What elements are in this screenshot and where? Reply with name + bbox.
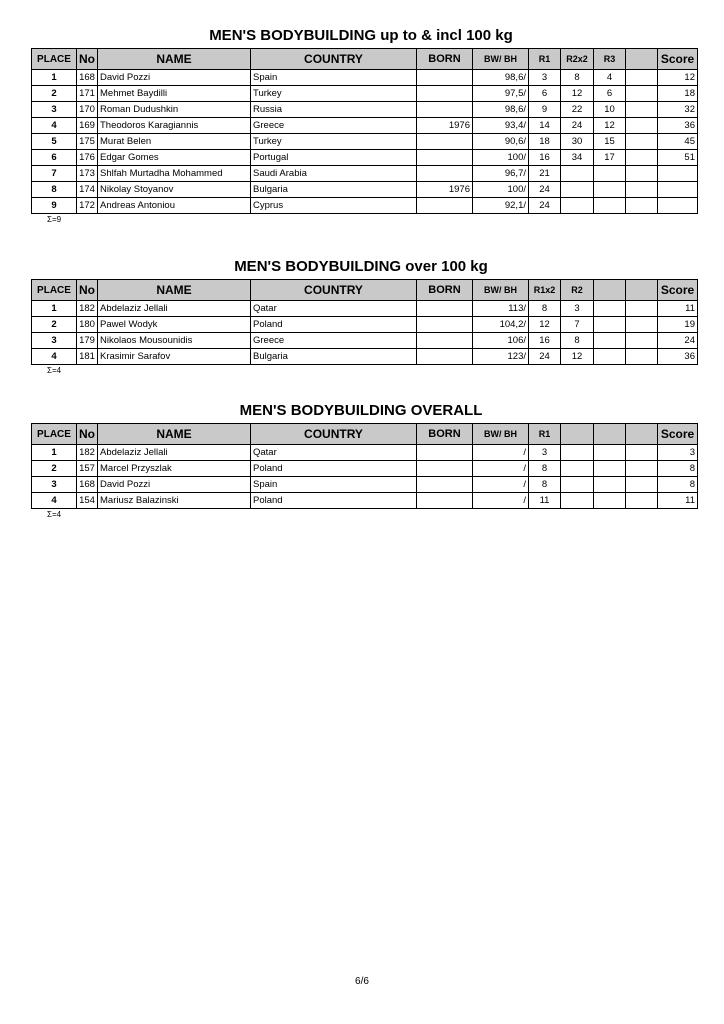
round-cell: 24 — [529, 349, 561, 365]
country-cell: Turkey — [251, 86, 417, 102]
bodyweight-header: BW/ BH — [473, 424, 529, 445]
born-cell — [417, 70, 473, 86]
name-cell: Edgar Gomes — [98, 150, 251, 166]
round-cell — [626, 493, 658, 509]
round-header: R1 — [529, 49, 561, 70]
header-row — [32, 280, 698, 301]
results-table — [31, 423, 698, 509]
country-cell: Greece — [251, 333, 417, 349]
score-cell: 12 — [658, 70, 698, 86]
round-cell: 16 — [529, 333, 561, 349]
results-table — [31, 48, 698, 214]
table-row — [32, 182, 698, 198]
header-row — [32, 49, 698, 70]
number-cell: 157 — [77, 461, 98, 477]
name-cell: David Pozzi — [98, 477, 251, 493]
place-cell: 8 — [32, 182, 77, 198]
name-header: NAME — [98, 280, 251, 301]
round-cell — [561, 461, 594, 477]
table-row — [32, 102, 698, 118]
round-cell: 30 — [561, 134, 594, 150]
name-cell: Abdelaziz Jellali — [98, 445, 251, 461]
country-cell: Cyprus — [251, 198, 417, 214]
round-cell: 15 — [594, 134, 626, 150]
born-cell — [417, 134, 473, 150]
bodyweight-cell: 93,4/ — [473, 118, 529, 134]
score-cell: 36 — [658, 118, 698, 134]
round-cell: 3 — [561, 301, 594, 317]
table-row — [32, 493, 698, 509]
place-cell: 6 — [32, 150, 77, 166]
number-cell: 169 — [77, 118, 98, 134]
score-cell: 3 — [658, 445, 698, 461]
table-row — [32, 317, 698, 333]
row-count: Σ=4 — [47, 510, 62, 519]
section-title: MEN'S BODYBUILDING up to & incl 100 kg — [209, 27, 513, 44]
country-header: COUNTRY — [251, 424, 417, 445]
bodyweight-cell: 90,6/ — [473, 134, 529, 150]
round-cell — [626, 198, 658, 214]
number-cell: 180 — [77, 317, 98, 333]
born-cell — [417, 198, 473, 214]
results-table — [31, 279, 698, 365]
row-count: Σ=4 — [47, 366, 62, 375]
name-cell: Roman Dudushkin — [98, 102, 251, 118]
score-cell — [658, 182, 698, 198]
born-cell — [417, 493, 473, 509]
place-cell: 4 — [32, 349, 77, 365]
place-cell: 5 — [32, 134, 77, 150]
place-cell: 2 — [32, 86, 77, 102]
born-cell — [417, 150, 473, 166]
round-cell: 8 — [529, 301, 561, 317]
place-cell: 7 — [32, 166, 77, 182]
round-cell: 34 — [561, 150, 594, 166]
score-header: Score — [658, 280, 698, 301]
round-cell: 8 — [529, 477, 561, 493]
round-cell: 24 — [561, 118, 594, 134]
score-cell: 24 — [658, 333, 698, 349]
round-cell: 8 — [561, 333, 594, 349]
name-cell: Mariusz Balazinski — [98, 493, 251, 509]
table-row — [32, 86, 698, 102]
name-cell: Nikolay Stoyanov — [98, 182, 251, 198]
round-cell: 16 — [529, 150, 561, 166]
table-row — [32, 445, 698, 461]
number-cell: 181 — [77, 349, 98, 365]
country-cell: Poland — [251, 493, 417, 509]
round-cell — [594, 301, 626, 317]
round-header: R1 — [529, 424, 561, 445]
bodyweight-cell: 104,2/ — [473, 317, 529, 333]
round-cell — [626, 445, 658, 461]
table-row — [32, 333, 698, 349]
place-cell: 1 — [32, 445, 77, 461]
bodyweight-header: BW/ BH — [473, 280, 529, 301]
round-header: R1x2 — [529, 280, 561, 301]
bodyweight-cell: 106/ — [473, 333, 529, 349]
bodyweight-cell: / — [473, 493, 529, 509]
round-cell: 9 — [529, 102, 561, 118]
round-cell: 6 — [529, 86, 561, 102]
section-title: MEN'S BODYBUILDING OVERALL — [239, 402, 483, 419]
round-cell — [561, 477, 594, 493]
round-header: R2x2 — [561, 49, 594, 70]
score-cell — [658, 198, 698, 214]
bodyweight-cell: 113/ — [473, 301, 529, 317]
country-header: COUNTRY — [251, 49, 417, 70]
header-row — [32, 424, 698, 445]
number-cell: 182 — [77, 445, 98, 461]
born-cell — [417, 349, 473, 365]
number-cell: 154 — [77, 493, 98, 509]
born-header: BORN — [417, 280, 473, 301]
round-cell: 6 — [594, 86, 626, 102]
page-number: 6/6 — [355, 976, 369, 987]
country-cell: Poland — [251, 317, 417, 333]
number-cell: 179 — [77, 333, 98, 349]
place-cell: 2 — [32, 317, 77, 333]
number-cell: 168 — [77, 477, 98, 493]
number-cell: 172 — [77, 198, 98, 214]
round-header: R3 — [594, 49, 626, 70]
bodyweight-cell: / — [473, 461, 529, 477]
place-header: PLACE — [32, 280, 77, 301]
round-cell — [626, 150, 658, 166]
score-cell — [658, 166, 698, 182]
number-header: No — [77, 49, 98, 70]
born-cell — [417, 301, 473, 317]
section-up-to-100kg — [31, 27, 695, 226]
round-cell — [626, 301, 658, 317]
round-cell: 4 — [594, 70, 626, 86]
number-cell: 173 — [77, 166, 98, 182]
round-cell: 8 — [529, 461, 561, 477]
round-cell — [561, 445, 594, 461]
table-row — [32, 198, 698, 214]
country-cell: Bulgaria — [251, 349, 417, 365]
born-cell — [417, 317, 473, 333]
born-cell — [417, 461, 473, 477]
number-cell: 168 — [77, 70, 98, 86]
name-cell: Nikolaos Mousounidis — [98, 333, 251, 349]
place-cell: 9 — [32, 198, 77, 214]
round-cell: 10 — [594, 102, 626, 118]
born-header: BORN — [417, 424, 473, 445]
place-cell: 3 — [32, 477, 77, 493]
score-cell: 11 — [658, 301, 698, 317]
round-cell — [594, 445, 626, 461]
round-cell: 24 — [529, 182, 561, 198]
bodyweight-cell: 97,5/ — [473, 86, 529, 102]
round-cell — [626, 477, 658, 493]
round-cell — [626, 102, 658, 118]
born-cell — [417, 86, 473, 102]
round-cell — [626, 461, 658, 477]
place-header: PLACE — [32, 49, 77, 70]
name-header: NAME — [98, 49, 251, 70]
number-cell: 170 — [77, 102, 98, 118]
place-cell: 1 — [32, 70, 77, 86]
round-cell — [626, 317, 658, 333]
score-cell: 36 — [658, 349, 698, 365]
country-cell: Bulgaria — [251, 182, 417, 198]
born-cell — [417, 333, 473, 349]
round-cell — [626, 349, 658, 365]
bodyweight-cell: / — [473, 477, 529, 493]
round-cell: 12 — [529, 317, 561, 333]
round-cell: 22 — [561, 102, 594, 118]
table-row — [32, 150, 698, 166]
round-cell — [594, 461, 626, 477]
country-cell: Spain — [251, 477, 417, 493]
number-cell: 182 — [77, 301, 98, 317]
score-cell: 32 — [658, 102, 698, 118]
table-row — [32, 166, 698, 182]
round-header — [561, 424, 594, 445]
place-header: PLACE — [32, 424, 77, 445]
round-cell — [594, 349, 626, 365]
born-cell: 1976 — [417, 118, 473, 134]
name-cell: Abdelaziz Jellali — [98, 301, 251, 317]
country-cell: Saudi Arabia — [251, 166, 417, 182]
round-header — [594, 280, 626, 301]
name-cell: Mehmet Baydilli — [98, 86, 251, 102]
name-cell: Pawel Wodyk — [98, 317, 251, 333]
round-cell: 8 — [561, 70, 594, 86]
born-cell — [417, 477, 473, 493]
country-cell: Turkey — [251, 134, 417, 150]
table-row — [32, 349, 698, 365]
round-cell: 12 — [561, 86, 594, 102]
round-cell — [594, 493, 626, 509]
round-cell — [594, 317, 626, 333]
round-cell — [594, 166, 626, 182]
born-header: BORN — [417, 49, 473, 70]
score-cell: 11 — [658, 493, 698, 509]
born-cell — [417, 445, 473, 461]
round-cell: 3 — [529, 70, 561, 86]
name-cell: Murat Belen — [98, 134, 251, 150]
bodyweight-cell: / — [473, 445, 529, 461]
score-cell: 18 — [658, 86, 698, 102]
score-cell: 51 — [658, 150, 698, 166]
born-cell — [417, 102, 473, 118]
bodyweight-cell: 96,7/ — [473, 166, 529, 182]
number-cell: 171 — [77, 86, 98, 102]
round-cell — [626, 182, 658, 198]
born-cell — [417, 166, 473, 182]
round-cell — [626, 333, 658, 349]
number-cell: 174 — [77, 182, 98, 198]
round-cell — [594, 477, 626, 493]
round-cell: 12 — [561, 349, 594, 365]
born-cell: 1976 — [417, 182, 473, 198]
round-cell: 12 — [594, 118, 626, 134]
bodyweight-cell: 98,6/ — [473, 102, 529, 118]
place-cell: 4 — [32, 493, 77, 509]
place-cell: 4 — [32, 118, 77, 134]
blank-header — [626, 424, 658, 445]
country-cell: Qatar — [251, 445, 417, 461]
country-cell: Russia — [251, 102, 417, 118]
round-cell — [594, 198, 626, 214]
section-overall — [31, 402, 695, 521]
bodyweight-cell: 92,1/ — [473, 198, 529, 214]
section-over-100kg — [31, 258, 695, 377]
number-header: No — [77, 424, 98, 445]
round-cell: 14 — [529, 118, 561, 134]
round-cell — [626, 86, 658, 102]
round-cell — [561, 166, 594, 182]
bodyweight-header: BW/ BH — [473, 49, 529, 70]
place-cell: 1 — [32, 301, 77, 317]
bodyweight-cell: 100/ — [473, 182, 529, 198]
country-cell: Greece — [251, 118, 417, 134]
name-cell: Marcel Przyszlak — [98, 461, 251, 477]
number-cell: 175 — [77, 134, 98, 150]
number-cell: 176 — [77, 150, 98, 166]
country-cell: Spain — [251, 70, 417, 86]
round-cell: 24 — [529, 198, 561, 214]
score-cell: 45 — [658, 134, 698, 150]
bodyweight-cell: 98,6/ — [473, 70, 529, 86]
round-cell — [626, 118, 658, 134]
round-header: R2 — [561, 280, 594, 301]
place-cell: 2 — [32, 461, 77, 477]
table-row — [32, 70, 698, 86]
bodyweight-cell: 123/ — [473, 349, 529, 365]
score-cell: 8 — [658, 461, 698, 477]
table-row — [32, 461, 698, 477]
score-header: Score — [658, 424, 698, 445]
round-cell — [626, 166, 658, 182]
name-cell: Krasimir Sarafov — [98, 349, 251, 365]
country-cell: Qatar — [251, 301, 417, 317]
round-cell — [594, 333, 626, 349]
name-cell: Andreas Antoniou — [98, 198, 251, 214]
round-cell: 3 — [529, 445, 561, 461]
round-header — [594, 424, 626, 445]
blank-header — [626, 49, 658, 70]
score-cell: 19 — [658, 317, 698, 333]
country-cell: Poland — [251, 461, 417, 477]
round-cell: 18 — [529, 134, 561, 150]
name-header: NAME — [98, 424, 251, 445]
section-title: MEN'S BODYBUILDING over 100 kg — [234, 258, 488, 275]
round-cell — [594, 182, 626, 198]
round-cell — [561, 493, 594, 509]
table-row — [32, 134, 698, 150]
score-header: Score — [658, 49, 698, 70]
round-cell: 11 — [529, 493, 561, 509]
bodyweight-cell: 100/ — [473, 150, 529, 166]
place-cell: 3 — [32, 102, 77, 118]
row-count: Σ=9 — [47, 215, 62, 224]
round-cell: 7 — [561, 317, 594, 333]
table-row — [32, 118, 698, 134]
name-cell: David Pozzi — [98, 70, 251, 86]
round-cell: 21 — [529, 166, 561, 182]
country-header: COUNTRY — [251, 280, 417, 301]
table-row — [32, 477, 698, 493]
score-cell: 8 — [658, 477, 698, 493]
name-cell: Theodoros Karagiannis — [98, 118, 251, 134]
round-cell — [561, 198, 594, 214]
round-cell: 17 — [594, 150, 626, 166]
name-cell: Shlfah Murtadha Mohammed — [98, 166, 251, 182]
number-header: No — [77, 280, 98, 301]
round-cell — [561, 182, 594, 198]
round-cell — [626, 134, 658, 150]
table-row — [32, 301, 698, 317]
place-cell: 3 — [32, 333, 77, 349]
country-cell: Portugal — [251, 150, 417, 166]
round-cell — [626, 70, 658, 86]
blank-header — [626, 280, 658, 301]
